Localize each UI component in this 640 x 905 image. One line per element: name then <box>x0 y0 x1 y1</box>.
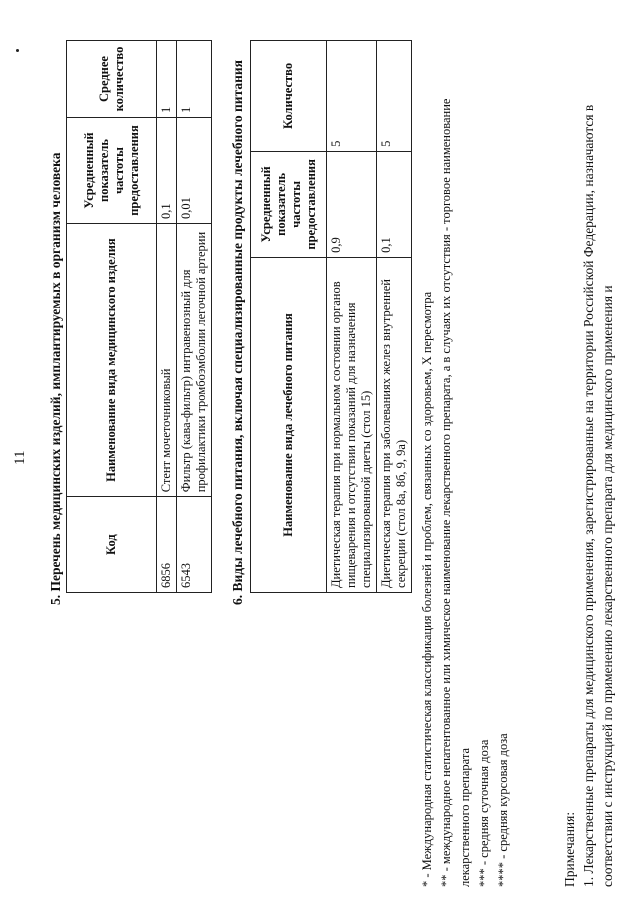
col-header-count: Количество <box>251 41 327 152</box>
col-header-frequency: Усредненный показатель частоты предоставления <box>251 151 327 257</box>
section5-heading: 5. Перечень медицинских изделий, имплантируемых в организм человека <box>48 152 63 605</box>
footnote-icd: * - Международная статистическая классификация болезней и проблем, связанных со здоровьем, X пересмотра <box>420 291 434 887</box>
col-header-code: Код <box>67 497 157 593</box>
col-header-average-count: Среднее количество <box>67 41 157 118</box>
notes-item-1: 1. Лекарственные препараты для медицинского применения, зарегистрированные на территории Российской Федерации, назначаются в соответствии с инструкцией по применению лекарственного препарата для медицинского применения и <box>581 104 615 887</box>
table-row <box>377 41 412 593</box>
therapeutic-nutrition-table <box>250 40 412 593</box>
section6-heading: 6. Виды лечебного питания, включая специализированные продукты лечебного питания <box>230 60 245 605</box>
footnotes <box>418 27 513 887</box>
table-row <box>157 41 177 593</box>
page-number: 11 <box>12 450 28 465</box>
col-header-nutrition-name: Наименование вида лечебного питания <box>251 257 327 592</box>
cell-nutrition-name: Диетическая терапия при нормальном состоянии органов пищеварения и отсутствии показаний для назначения специализированной диеты (стол 15) <box>327 257 377 592</box>
notes <box>560 27 617 887</box>
cell-average-count: 1 <box>177 41 212 118</box>
table-header-row <box>67 41 157 593</box>
cell-frequency: 0,1 <box>157 118 177 224</box>
cell-frequency: 0,01 <box>177 118 212 224</box>
cell-count: 5 <box>377 41 412 152</box>
cell-average-count: 1 <box>157 41 177 118</box>
cell-nutrition-name: Диетическая терапия при заболеваниях желез внутренней секреции (стол 8а, 8б, 9, 9а) <box>377 257 412 592</box>
cell-code: 6543 <box>177 497 212 593</box>
col-header-device-name: Наименование вида медицинского изделия <box>67 223 157 496</box>
cell-frequency: 0,9 <box>327 151 377 257</box>
cell-device-name: Стент мочеточниковый <box>157 223 177 496</box>
footnote-course-dose: **** - средняя курсовая доза <box>496 733 510 887</box>
table-row <box>327 41 377 593</box>
cell-frequency: 0,1 <box>377 151 412 257</box>
medical-devices-table <box>66 40 212 593</box>
cell-code: 6856 <box>157 497 177 593</box>
table-header-row <box>251 41 327 593</box>
cell-device-name: Фильтр (кава-фильтр) интравенозный для профилактики тромбоэмболии легочной артерии <box>177 223 212 496</box>
footnote-inn: ** - международное непатентованное или химическое наименование лекарственного препарата, а в случаях их отсутствия - торговое наименование лекарственного препарата <box>439 98 472 887</box>
footnote-daily-dose: *** - средняя суточная доза <box>477 739 491 887</box>
table-row <box>177 41 212 593</box>
col-header-frequency: Усредненный показатель частоты предоставления <box>67 118 157 224</box>
notes-title: Примечания: <box>562 811 577 887</box>
cell-count: 5 <box>327 41 377 152</box>
